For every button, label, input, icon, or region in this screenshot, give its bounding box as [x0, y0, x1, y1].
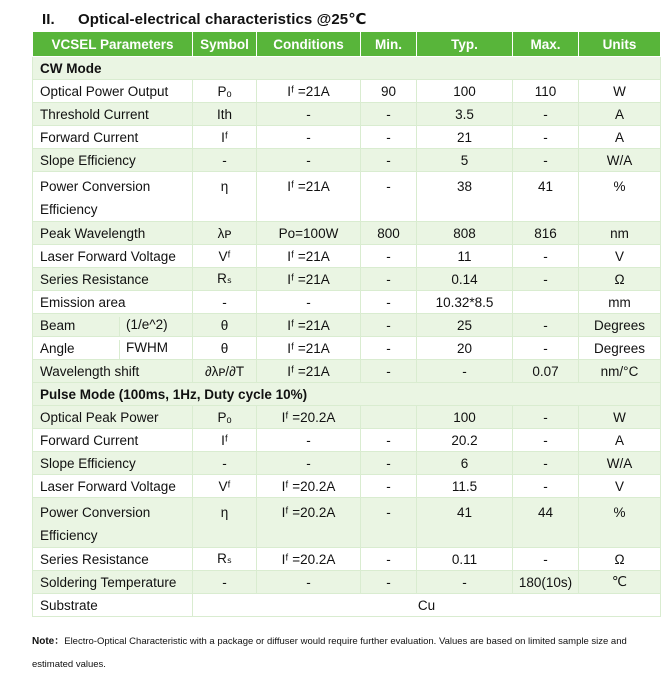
table-cell: 0.14 [417, 268, 513, 291]
section-row-pulse [33, 383, 661, 406]
table-cell: nm [579, 222, 661, 245]
section-label: Pulse Mode (100ms, 1Hz, Duty cycle 10%) [33, 383, 661, 406]
characteristics-table [32, 31, 661, 617]
table-cell: Pₒ [193, 406, 257, 429]
table-cell: W [579, 406, 661, 429]
table-cell: Iᶠ =21A [257, 314, 361, 337]
table-cell: - [361, 126, 417, 149]
table-cell: - [361, 571, 417, 594]
table-cell: - [513, 268, 579, 291]
table-cell: - [513, 103, 579, 126]
section-heading [42, 10, 367, 28]
table-cell: Power Conversion Efficiency [33, 498, 193, 548]
section-title: Optical-electrical characteristics @25℃ [78, 11, 367, 28]
table-cell: Soldering Temperature [33, 571, 193, 594]
table-cell: - [361, 475, 417, 498]
table-row [33, 337, 661, 360]
table-cell: Laser Forward Voltage [33, 475, 193, 498]
table-cell: Series Resistance [33, 268, 193, 291]
table-cell: - [193, 452, 257, 475]
header-row [33, 32, 661, 57]
table-cell: nm/°C [579, 360, 661, 383]
table-cell: Iᶠ =21A [257, 268, 361, 291]
table-cell: Series Resistance [33, 548, 193, 571]
table-cell: - [513, 126, 579, 149]
table-cell: Forward Current [33, 126, 193, 149]
table-cell: - [257, 429, 361, 452]
table-row [33, 406, 661, 429]
table-cell: θ [193, 314, 257, 337]
table-cell: Rₛ [193, 268, 257, 291]
table-cell: Peak Wavelength [33, 222, 193, 245]
table-cell: Iᶠ =20.2A [257, 548, 361, 571]
table-row [33, 429, 661, 452]
table-cell: Forward Current [33, 429, 193, 452]
table-row [33, 268, 661, 291]
table-cell: 0.07 [513, 360, 579, 383]
table-row [33, 360, 661, 383]
table-cell: Iᶠ =21A [257, 172, 361, 222]
table-cell: - [361, 360, 417, 383]
table-cell: - [193, 571, 257, 594]
section-row-cw [33, 57, 661, 80]
table-cell: Wavelength shift [33, 360, 193, 383]
table-cell: Pₒ [193, 80, 257, 103]
table-row [33, 452, 661, 475]
table-cell: Vᶠ [193, 245, 257, 268]
header-cell: Min. [361, 32, 417, 57]
table-cell: 100 [417, 406, 513, 429]
table-cell: 100 [417, 80, 513, 103]
table-cell: Iᶠ =21A [257, 337, 361, 360]
table-cell: λᴘ [193, 222, 257, 245]
table-cell: - [513, 245, 579, 268]
table-cell [361, 406, 417, 429]
beam-angle-label: Beam [40, 317, 76, 333]
table-cell: - [361, 172, 417, 222]
table-row [33, 103, 661, 126]
section-number: II. [42, 11, 55, 28]
table-cell: 816 [513, 222, 579, 245]
table-cell: - [193, 291, 257, 314]
table-cell: W/A [579, 452, 661, 475]
table-cell: Laser Forward Voltage [33, 245, 193, 268]
header-cell: Max. [513, 32, 579, 57]
table-cell: Emission area [33, 291, 193, 314]
table-row [33, 149, 661, 172]
table-cell: - [257, 291, 361, 314]
table-cell: 110 [513, 80, 579, 103]
table-cell: 808 [417, 222, 513, 245]
table-row [33, 80, 661, 103]
table-row [33, 314, 661, 337]
table-cell: - [257, 571, 361, 594]
table-cell: Rₛ [193, 548, 257, 571]
table-cell: - [361, 149, 417, 172]
table-cell: 11.5 [417, 475, 513, 498]
beam-sub-label: (1/e^2) [119, 317, 168, 336]
table-cell: - [513, 314, 579, 337]
table-cell: Slope Efficiency [33, 149, 193, 172]
table-cell: 5 [417, 149, 513, 172]
table-row [33, 222, 661, 245]
table-cell: - [361, 452, 417, 475]
note-text: Electro-Optical Characteristic with a package or diffuser would require further evaluation. Values are based on limited sample size and estimated values. [32, 636, 627, 670]
header-cell: VCSEL Parameters [33, 32, 193, 57]
table-cell: W [579, 80, 661, 103]
table-cell: Threshold Current [33, 103, 193, 126]
table-cell: Optical Peak Power [33, 406, 193, 429]
table-row [33, 291, 661, 314]
table-cell: ∂λᴘ/∂T [193, 360, 257, 383]
table-cell: mm [579, 291, 661, 314]
table-cell: Vᶠ [193, 475, 257, 498]
table-cell: Iᶠ =21A [257, 80, 361, 103]
table-cell: Ω [579, 268, 661, 291]
table-row [33, 498, 661, 548]
table-cell: 90 [361, 80, 417, 103]
table-cell: - [513, 149, 579, 172]
table-cell: Ω [579, 548, 661, 571]
table-cell: 44 [513, 498, 579, 548]
table-cell: 20.2 [417, 429, 513, 452]
table-cell: 41 [513, 172, 579, 222]
section-label: CW Mode [33, 57, 661, 80]
table-cell: 38 [417, 172, 513, 222]
table-cell: - [361, 337, 417, 360]
table-cell: - [417, 360, 513, 383]
table-cell: Iᶠ [193, 126, 257, 149]
beam-angle-label: Angle [40, 340, 75, 356]
table-cell: Optical Power Output [33, 80, 193, 103]
table-row [33, 172, 661, 222]
table-cell: Po=100W [257, 222, 361, 245]
table-cell: - [257, 103, 361, 126]
note-label: Note： [32, 636, 65, 647]
header-cell: Units [579, 32, 661, 57]
table-cell: - [257, 126, 361, 149]
table-row [33, 126, 661, 149]
table-cell: Iᶠ =20.2A [257, 475, 361, 498]
table-cell: 3.5 [417, 103, 513, 126]
table-cell: % [579, 498, 661, 548]
table-cell: 800 [361, 222, 417, 245]
table-cell: Iᶠ =20.2A [257, 498, 361, 548]
table-cell: - [361, 268, 417, 291]
footnote [32, 630, 662, 676]
table-cell: - [513, 429, 579, 452]
table-cell: W/A [579, 149, 661, 172]
table-cell: - [513, 452, 579, 475]
table-cell: 180(10s) [513, 571, 579, 594]
table-cell: - [513, 475, 579, 498]
table-row [33, 245, 661, 268]
table-cell: - [361, 245, 417, 268]
table-cell: - [361, 314, 417, 337]
table-cell: - [361, 548, 417, 571]
table-cell: V [579, 245, 661, 268]
table-cell: ℃ [579, 571, 661, 594]
table-cell: 10.32*8.5 [417, 291, 513, 314]
table-cell: - [361, 498, 417, 548]
table-cell: - [257, 149, 361, 172]
table-cell: - [513, 548, 579, 571]
table-cell: 11 [417, 245, 513, 268]
table-cell: η [193, 498, 257, 548]
header-cell: Typ. [417, 32, 513, 57]
table-cell: θ [193, 337, 257, 360]
table-cell: A [579, 103, 661, 126]
table-cell: 0.11 [417, 548, 513, 571]
table-cell: Iᶠ =20.2A [257, 406, 361, 429]
table-row [33, 594, 661, 617]
table-cell: 6 [417, 452, 513, 475]
table-cell: 25 [417, 314, 513, 337]
table-cell: Iᶠ =21A [257, 245, 361, 268]
header-cell: Symbol [193, 32, 257, 57]
table-cell: Cu [193, 594, 661, 617]
table-cell: Slope Efficiency [33, 452, 193, 475]
table-body [33, 57, 661, 617]
table-cell: % [579, 172, 661, 222]
table-cell: Degrees [579, 337, 661, 360]
table-cell: - [513, 406, 579, 429]
table-cell: A [579, 429, 661, 452]
table-cell: A [579, 126, 661, 149]
table-cell [33, 314, 193, 337]
table-cell: Iᶠ =21A [257, 360, 361, 383]
table-cell: - [193, 149, 257, 172]
table-cell: Iᶠ [193, 429, 257, 452]
table-cell: - [513, 337, 579, 360]
table-cell: Substrate [33, 594, 193, 617]
table-cell: V [579, 475, 661, 498]
table-cell: Degrees [579, 314, 661, 337]
table-cell: Power Conversion Efficiency [33, 172, 193, 222]
table-cell: 20 [417, 337, 513, 360]
table-cell: 21 [417, 126, 513, 149]
table-cell: η [193, 172, 257, 222]
table-row [33, 571, 661, 594]
table-cell: - [257, 452, 361, 475]
table-cell [513, 291, 579, 314]
table-cell: - [361, 291, 417, 314]
table-cell: - [361, 429, 417, 452]
table-row [33, 475, 661, 498]
table-cell [33, 337, 193, 360]
table-row [33, 548, 661, 571]
table-cell: - [417, 571, 513, 594]
table-cell: 41 [417, 498, 513, 548]
header-cell: Conditions [257, 32, 361, 57]
table-cell: Ith [193, 103, 257, 126]
table-cell: - [361, 103, 417, 126]
beam-sub-label: FWHM [119, 340, 168, 359]
